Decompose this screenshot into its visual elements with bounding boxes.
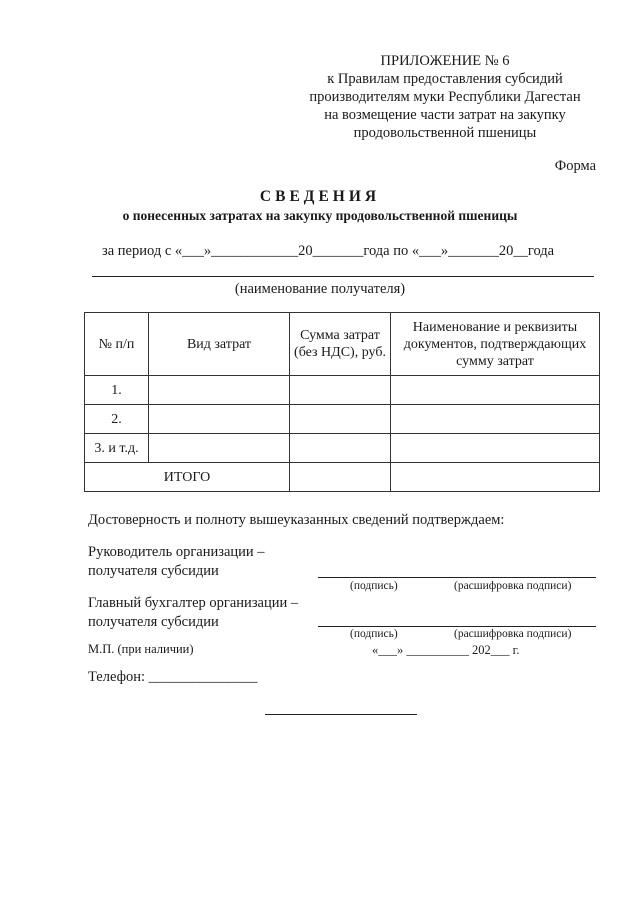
- form-label: Форма: [554, 158, 596, 174]
- total-row: [85, 463, 600, 492]
- document-subtitle: о понесенных затратах на закупку продовольственной пшеницы: [122, 208, 518, 223]
- date-line: «___» __________ 202___ г.: [372, 643, 520, 657]
- sum-cell: [290, 434, 391, 463]
- stamp-label: М.П. (при наличии): [88, 642, 194, 656]
- appendix-line: на возмещение части затрат на закупку: [324, 107, 566, 123]
- head-of-organization-label: [88, 543, 265, 581]
- role-line: получателя субсидии: [88, 614, 219, 630]
- column-header-cost-type: Вид затрат: [149, 313, 290, 376]
- appendix-number: ПРИЛОЖЕНИЕ № 6: [380, 53, 510, 69]
- column-header-documents: Наименование и реквизиты документов, подтверждающих сумму затрат: [391, 313, 600, 376]
- recipient-caption: (наименование получателя): [234, 281, 406, 297]
- signature-caption: (подпись): [350, 580, 398, 592]
- sum-cell: [290, 405, 391, 434]
- document-title: СВЕДЕНИЯ: [259, 188, 381, 205]
- documents-cell: [391, 376, 600, 405]
- chief-accountant-label: [88, 594, 298, 632]
- cost-type-cell: [149, 434, 290, 463]
- phone-field: Телефон: _______________: [88, 669, 258, 685]
- sum-cell: [290, 376, 391, 405]
- role-line: Руководитель организации –: [88, 544, 265, 560]
- row-number: 3. и т.д.: [85, 434, 149, 463]
- recipient-name-line: [92, 276, 594, 277]
- role-line: получателя субсидии: [88, 563, 219, 579]
- costs-table: [84, 312, 600, 492]
- cost-type-cell: [149, 405, 290, 434]
- documents-cell: [391, 434, 600, 463]
- appendix-header: [300, 52, 590, 142]
- confirmation-text: Достоверность и полноту вышеуказанных сведений подтверждаем:: [88, 512, 505, 528]
- row-number: 1.: [85, 376, 149, 405]
- signature-decoding-caption: (расшифровка подписи): [454, 580, 572, 592]
- column-header-sum: Сумма затрат (без НДС), руб.: [290, 313, 391, 376]
- documents-cell: [391, 405, 600, 434]
- row-number: 2.: [85, 405, 149, 434]
- cost-type-cell: [149, 376, 290, 405]
- appendix-line: продовольственной пшеницы: [353, 125, 537, 141]
- role-line: Главный бухгалтер организации –: [88, 595, 299, 611]
- table-row: [85, 376, 600, 405]
- period-line: за период с «___»____________20_______года по «___»_______20__года: [102, 243, 555, 259]
- signature-decoding-caption: (расшифровка подписи): [454, 628, 572, 640]
- column-header-number: № п/п: [85, 313, 149, 376]
- table-header-row: [85, 313, 600, 376]
- accountant-signature-line: [318, 626, 596, 627]
- appendix-line: к Правилам предоставления субсидий: [327, 71, 563, 87]
- total-documents-cell: [391, 463, 600, 492]
- head-signature-line: [318, 577, 596, 578]
- table-row: [85, 434, 600, 463]
- table-row: [85, 405, 600, 434]
- appendix-line: производителям муки Республики Дагестан: [309, 89, 581, 105]
- closing-divider: [265, 714, 417, 715]
- total-sum-cell: [290, 463, 391, 492]
- signature-caption: (подпись): [350, 628, 398, 640]
- total-label: ИТОГО: [85, 463, 290, 492]
